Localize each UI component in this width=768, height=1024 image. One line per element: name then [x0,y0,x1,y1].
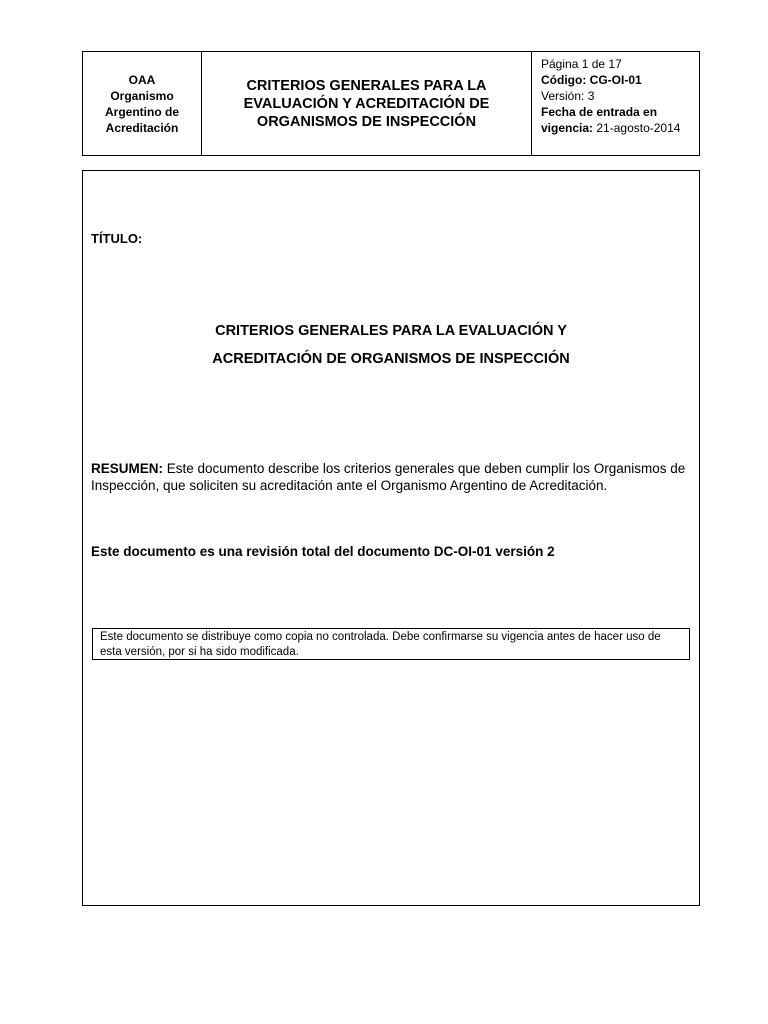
effective-date-value: 21-agosto-2014 [596,121,681,135]
org-name-line-2: Argentino de [105,104,179,119]
code-value: CG-OI-01 [589,73,642,87]
header-title-cell [202,52,532,155]
document-header [82,51,700,156]
document-title-line-2: ACREDITACIÓN DE ORGANISMOS DE INSPECCIÓN [212,351,570,367]
document-version: Versión: 3 [541,89,595,103]
org-name-line-1: Organismo [110,88,174,103]
titulo-label: TÍTULO: [91,231,143,246]
page-number: Página 1 de 17 [541,57,622,71]
header-meta-cell [532,52,699,155]
effective-date-label-cont: vigencia: [541,121,594,135]
summary-label: RESUMEN: [91,461,164,476]
effective-date [541,120,691,136]
uncontrolled-copy-notice: Este documento se distribuye como copia no controlada. Debe confirmarse su vigencia antes de hacer uso de esta versión, por si ha sido modificada. [92,628,690,660]
org-name-line-3: Acreditación [105,120,179,135]
revision-statement: Este documento es una revisión total del documento DC-OI-01 versión 2 [91,544,555,559]
header-title-line-3: ORGANISMOS DE INSPECCIÓN [256,113,477,130]
summary-paragraph [91,460,695,494]
document-code [541,72,691,88]
header-title-line-1: CRITERIOS GENERALES PARA LA [246,77,487,94]
document-title-line-1: CRITERIOS GENERALES PARA LA EVALUACIÓN Y [215,323,567,339]
header-title-line-2: EVALUACIÓN Y ACREDITACIÓN DE [243,95,490,112]
cover-content-box [82,170,700,906]
summary-text: Este documento describe los criterios generales que deben cumplir los Organismos de Inspección, que soliciten su acreditación ante el Organismo Argentino de Acreditación. [91,461,686,493]
org-acronym: OAA [128,72,156,87]
effective-date-label: Fecha de entrada en [541,105,658,119]
code-label: Código: [541,73,587,87]
document-title [83,317,699,373]
organization-cell [83,52,202,155]
